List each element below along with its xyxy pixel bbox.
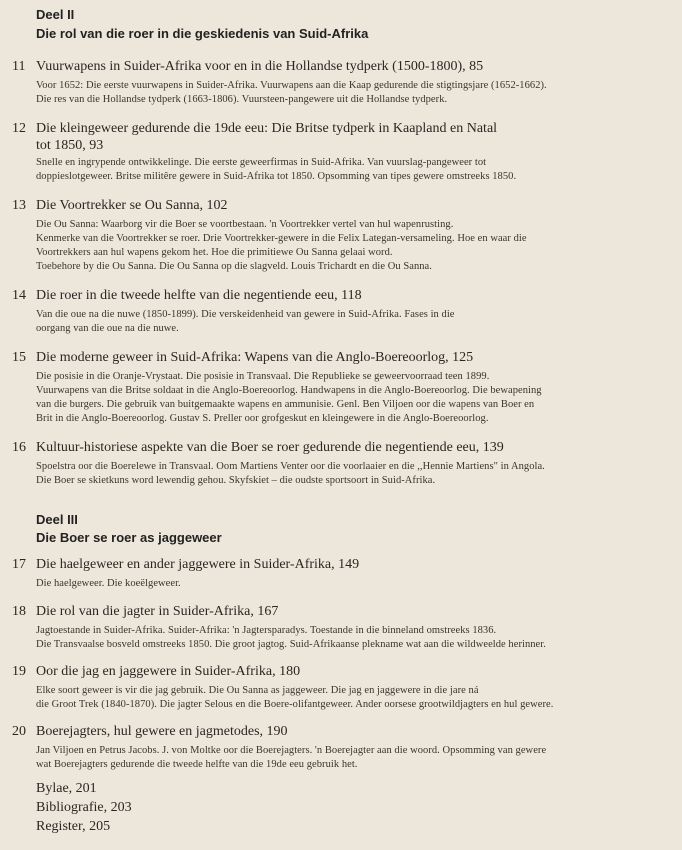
chapter-number: 12 (12, 121, 26, 136)
chapter-number: 11 (12, 59, 26, 74)
chapter-title: Die kleingeweer gedurende die 19de eeu: Die Britse tydperk in Kaapland en Natal (36, 121, 498, 136)
chapter-description: Brit in die Anglo-Boereoorlog. Gustav S. Preller oor grofgeskut en kleingewere in die Anglo-Boereoorlog. (36, 413, 489, 424)
chapter-title: Boerejagters, hul gewere en jagmetodes, 190 (36, 724, 288, 739)
chapter-description: van die burgers. Die gebruik van buitgemaakte wapens en ammunisie. Genl. Ben Viljoen oor die wapens van Boer en (36, 399, 535, 410)
chapter-description: Jagtoestande in Suider-Afrika. Suider-Afrika: 'n Jagtersparadys. Toestande in die binneland omstreeks 1836. (36, 625, 497, 636)
chapter-description: Jan Viljoen en Petrus Jacobs. J. von Moltke oor die Boerejagters. 'n Boerejagter aan die woord. Opsomming van gewere (36, 745, 547, 756)
chapter-description: Die haelgeweer. Die koeëlgeweer. (36, 578, 181, 589)
chapter-description: oorgang van die oue na die nuwe. (36, 323, 179, 334)
chapter-description: Elke soort geweer is vir die jag gebruik. Die Ou Sanna as jaggeweer. Die jag en jaggewere in die jare ná (36, 685, 479, 696)
part-label: Deel II (36, 7, 75, 22)
chapter-number: 14 (12, 288, 26, 303)
chapter-number: 13 (12, 198, 26, 213)
chapter-title: Kultuur-historiese aspekte van die Boer se roer gedurende die negentiende eeu, 139 (36, 440, 504, 455)
chapter-description: Van die oue na die nuwe (1850-1899). Die verskeidenheid van gewere in Suid-Afrika. Fases in die (36, 309, 455, 320)
part-label: Deel III (36, 512, 78, 527)
chapter-title: Die roer in die tweede helfte van die negentiende eeu, 118 (36, 288, 362, 303)
part-title: Die Boer se roer as jaggeweer (36, 530, 222, 545)
chapter-title: Die moderne geweer in Suid-Afrika: Wapens van die Anglo-Boereoorlog, 125 (36, 350, 474, 365)
chapter-description: Die Boer se skietkuns word lewendig gehou. Skyfskiet – die oudste sportsoort in Suid-Afrika. (36, 475, 436, 486)
chapter-number: 16 (12, 440, 26, 455)
chapter-description: Voortrekkers aan hul wapens gekom het. Hoe die primitiewe Ou Sanna gelaai word. (36, 247, 393, 258)
chapter-description: Die res van die Hollandse tydperk (1663-1806). Vuursteen-pangewere uit die Hollandse tydperk. (36, 94, 448, 105)
chapter-description: Spoelstra oor die Boerelewe in Transvaal. Oom Martiens Venter oor die voorlaaier en die ,,Hennie Martiens" in Angola. (36, 461, 545, 472)
back-matter-entry: Register, 205 (36, 819, 111, 834)
chapter-description: Snelle en ingrypende ontwikkelinge. Die eerste geweerfirmas in Suid-Afrika. Van vuurslag-pangeweer tot (36, 157, 487, 168)
chapter-description: Toebehore by die Ou Sanna. Die Ou Sanna op die slagveld. Louis Trichardt en die Ou Sanna. (36, 261, 432, 272)
chapter-description: Voor 1652: Die eerste vuurwapens in Suider-Afrika. Vuurwapens aan die Kaap gedurende die stigtingsjare (1652-1662). (36, 80, 547, 91)
chapter-number: 18 (12, 604, 26, 619)
chapter-description: Die Transvaalse bosveld omstreeks 1850. Die groot jagtog. Suid-Afrikaanse plekname wat aan die wildweelde herinner. (36, 639, 546, 650)
chapter-number: 20 (12, 724, 26, 739)
chapter-title: Oor die jag en jaggewere in Suider-Afrika, 180 (36, 664, 301, 679)
chapter-description: die Groot Trek (1840-1870). Die jagter Selous en die Boere-olifantgeweer. Ander oorsese grootwildjagters en hul gewere. (36, 699, 554, 710)
chapter-title: Die rol van die jagter in Suider-Afrika, 167 (36, 604, 279, 619)
chapter-number: 17 (12, 557, 26, 572)
chapter-description: Die Ou Sanna: Waarborg vir die Boer se voortbestaan. 'n Voortrekker vertel van hul wapenrusting. (36, 219, 454, 230)
chapter-title: Die haelgeweer en ander jaggewere in Suider-Afrika, 149 (36, 557, 360, 572)
chapter-description: wat Boerejagters gedurende die tweede helfte van die 19de eeu gebruik het. (36, 759, 358, 770)
chapter-description: Die posisie in die Oranje-Vrystaat. Die posisie in Transvaal. Die Republieke se geweervoorraad teen 1899. (36, 371, 490, 382)
back-matter-entry: Bylae, 201 (36, 781, 97, 796)
part-title: Die rol van die roer in die geskiedenis van Suid-Afrika (36, 26, 369, 41)
chapter-description: Kenmerke van die Voortrekker se roer. Drie Voortrekker-gewere in die Felix Lategan-versameling. Hoe en waar die (36, 233, 527, 244)
back-matter-entry: Bibliografie, 203 (36, 800, 132, 815)
chapter-number: 19 (12, 664, 26, 679)
chapter-number: 15 (12, 350, 26, 365)
chapter-title: Die Voortrekker se Ou Sanna, 102 (36, 198, 228, 213)
chapter-title: Vuurwapens in Suider-Afrika voor en in die Hollandse tydperk (1500-1800), 85 (36, 59, 484, 74)
chapter-description: Vuurwapens van die Britse soldaat in die Anglo-Boereoorlog. Handwapens in die Anglo-Boereoorlog. Die bewapening (36, 385, 542, 396)
chapter-title: tot 1850, 93 (36, 138, 104, 153)
chapter-description: doppieslotgeweer. Britse militêre gewere in Suid-Afrika tot 1850. Opsomming van tipes gewere omstreeks 1850. (36, 171, 517, 182)
